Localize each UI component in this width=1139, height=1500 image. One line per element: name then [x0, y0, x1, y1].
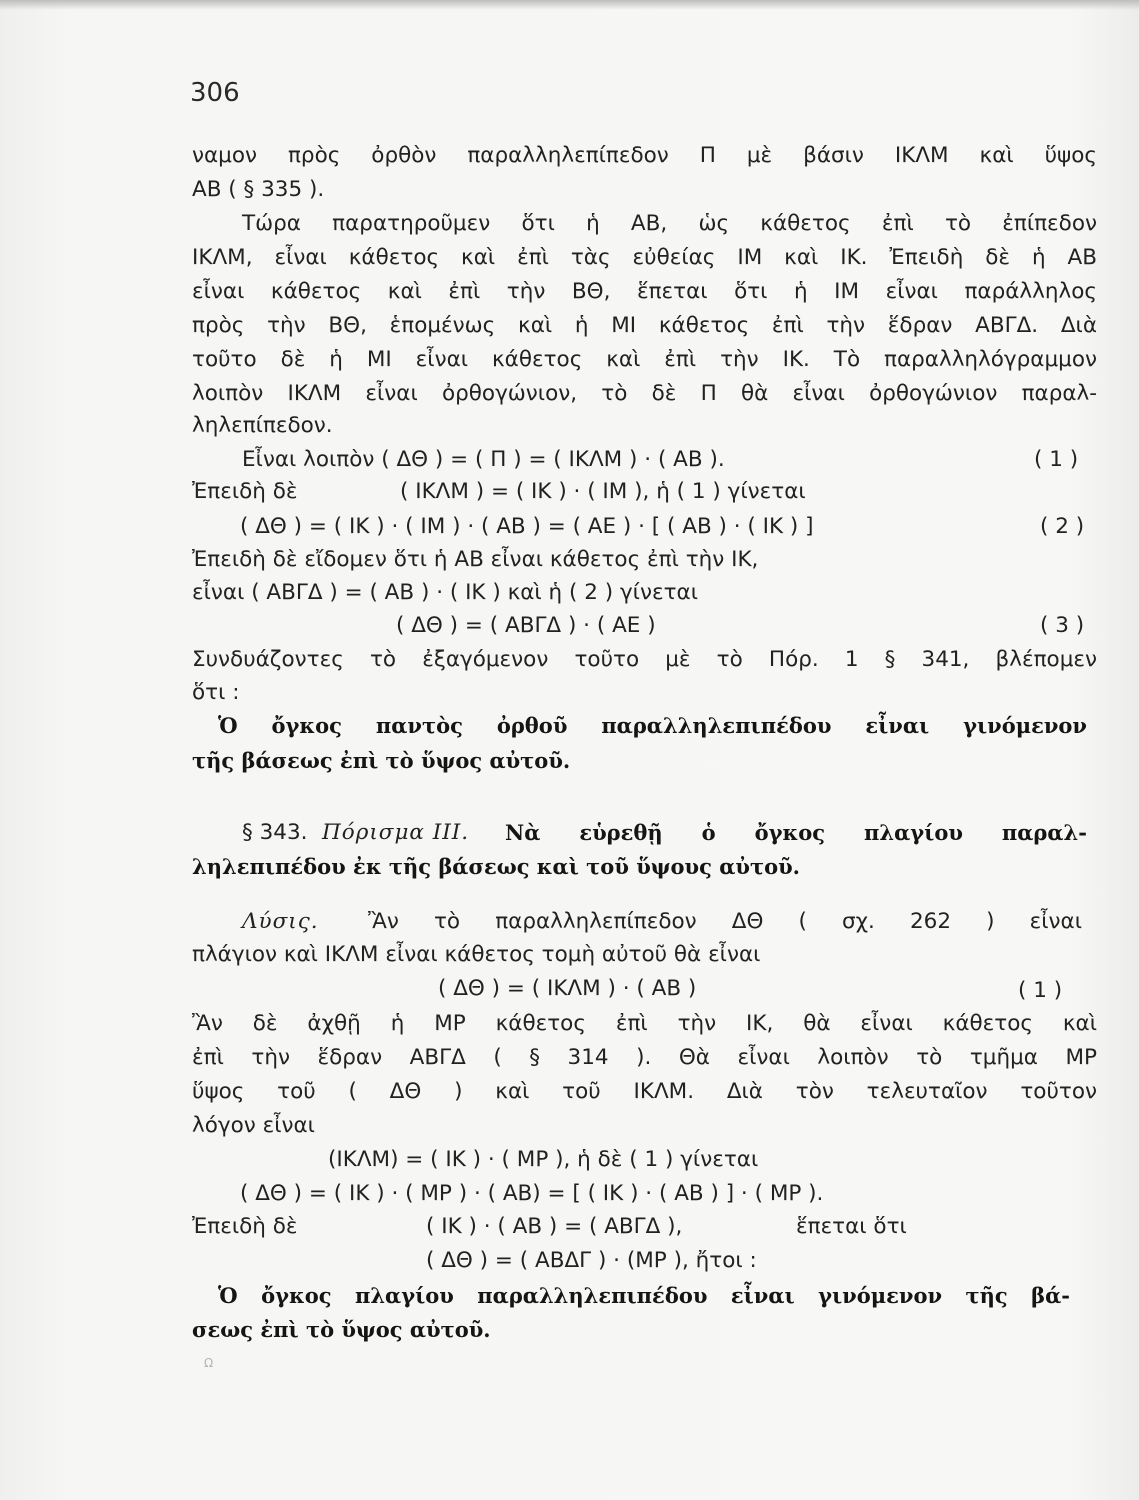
corollary-title: Νὰ εὑρεθῇ ὁ ὄγκος πλαγίου παραλ-: [505, 820, 1087, 845]
equation-line: (ΙΚΛΜ) = ( ΙΚ ) · ( ΜΡ ), ἡ δὲ ( 1 ) γίνεται: [328, 1147, 759, 1172]
equation-line: ( ΔΘ ) = ( ΙΚ ) · ( ΙΜ ) · ( ΑΒ ) = ( ΑΕ ) · [ ( ΑΒ ) · ( ΙΚ ) ]: [240, 514, 814, 539]
signature-mark: Ω: [204, 1356, 214, 1370]
text-line: Συνδυάζοντες τὸ ἐξαγόμενον τοῦτο μὲ τὸ Πόρ. 1 § 341, βλέπομεν: [192, 647, 1097, 672]
text-line: ἐπὶ τὴν ἕδραν ΑΒΓΔ ( § 314 ). Θὰ εἶναι λοιπὸν τὸ τμῆμα ΜΡ: [192, 1045, 1097, 1070]
text-line: ναμον πρὸς ὀρθὸν παραλληλεπίπεδον Π μὲ βάσιν ΙΚΛΜ καὶ ὕψος: [192, 143, 1097, 168]
text-line: πρὸς τὴν ΒΘ, ἑπομένως καὶ ἡ ΜΙ κάθετος ἐπὶ τὴν ἕδραν ΑΒΓΔ. Διὰ: [192, 313, 1097, 338]
text-line: εἶναι κάθετος καὶ ἐπὶ τὴν ΒΘ, ἕπεται ὅτι ἡ ΙΜ εἶναι παράλληλος: [192, 279, 1097, 304]
text-line: ἕπεται ὅτι: [796, 1214, 907, 1239]
equation-number: ( 3 ): [1040, 613, 1085, 638]
corollary-label: Πόρισμα ΙΙΙ.: [322, 820, 470, 845]
equation-line: Εἶναι λοιπὸν ( ΔΘ ) = ( Π ) = ( ΙΚΛΜ ) · ( ΑΒ ).: [242, 447, 725, 472]
equation-line: ( ΔΘ ) = ( ΙΚ ) · ( ΜΡ ) · ( ΑΒ) = [ ( ΙΚ ) · ( ΑΒ ) ] · ( ΜΡ ).: [240, 1181, 824, 1206]
equation-number: ( 2 ): [1040, 514, 1085, 539]
theorem-statement: Ὁ ὄγκος παντὸς ὀρθοῦ παραλληλεπιπέδου εἶναι γινόμενον: [218, 713, 1087, 738]
text-line: Ἂν τὸ παραλληλεπίπεδον ΔΘ ( σχ. 262 ) εἶναι: [368, 909, 1082, 934]
corollary-title: ληλεπιπέδου ἐκ τῆς βάσεως καὶ τοῦ ὕψους αὐτοῦ.: [192, 854, 800, 879]
text-line: ΑΒ ( § 335 ).: [192, 177, 325, 202]
text-line: τοῦτο δὲ ἡ ΜΙ εἶναι κάθετος καὶ ἐπὶ τὴν ΙΚ. Τὸ παραλληλόγραμμον: [192, 347, 1097, 372]
text-line: εἶναι ( ΑΒΓΔ ) = ( ΑΒ ) · ( ΙΚ ) καὶ ἡ ( 2 ) γίνεται: [192, 580, 698, 605]
theorem-statement: σεως ἐπὶ τὸ ὕψος αὐτοῦ.: [192, 1317, 491, 1342]
equation-line: ( ΙΚΛΜ ) = ( ΙΚ ) · ( ΙΜ ), ἡ ( 1 ) γίνεται: [400, 479, 806, 504]
text-line: πλάγιον καὶ ΙΚΛΜ εἶναι κάθετος τομὴ αὐτοῦ θὰ εἶναι: [192, 942, 761, 967]
equation-number: ( 1 ): [1034, 447, 1079, 472]
equation-line: ( ΙΚ ) · ( ΑΒ ) = ( ΑΒΓΔ ),: [426, 1214, 683, 1239]
text-line: λόγον εἶναι: [192, 1113, 315, 1138]
equation-line: ( ΔΘ ) = ( ΑΒΔΓ ) · (ΜΡ ), ἤτοι :: [426, 1248, 757, 1273]
theorem-statement: τῆς βάσεως ἐπὶ τὸ ὕψος αὐτοῦ.: [192, 748, 571, 773]
text-line: Τώρα παρατηροῦμεν ὅτι ἡ ΑΒ, ὡς κάθετος ἐπὶ τὸ ἐπίπεδον: [242, 211, 1097, 236]
text-line: Ἐπειδὴ δὲ: [192, 479, 298, 504]
page-number: 306: [190, 78, 240, 108]
solution-label: Λύσις.: [242, 909, 319, 934]
theorem-statement: Ὁ ὄγκος πλαγίου παραλληλεπιπέδου εἶναι γινόμενον τῆς βά-: [218, 1283, 1070, 1308]
text-line: Ἐπειδὴ δὲ εἴδομεν ὅτι ἡ ΑΒ εἶναι κάθετος ἐπὶ τὴν ΙΚ,: [192, 547, 759, 572]
text-line: λοιπὸν ΙΚΛΜ εἶναι ὀρθογώνιον, τὸ δὲ Π θὰ εἶναι ὀρθογώνιον παραλ-: [192, 381, 1097, 406]
text-line: ΙΚΛΜ, εἶναι κάθετος καὶ ἐπὶ τὰς εὐθείας ΙΜ καὶ ΙΚ. Ἐπειδὴ δὲ ἡ ΑΒ: [192, 245, 1097, 270]
equation-number: ( 1 ): [1018, 978, 1063, 1003]
text-line: ὕψος τοῦ ( ΔΘ ) καὶ τοῦ ΙΚΛΜ. Διὰ τὸν τελευταῖον τοῦτον: [192, 1079, 1097, 1104]
text-line: ὅτι :: [192, 680, 240, 705]
text-line: Ἐπειδὴ δὲ: [192, 1214, 298, 1239]
text-line: Ἂν δὲ ἀχθῇ ἡ ΜΡ κάθετος ἐπὶ τὴν ΙΚ, θὰ εἶναι κάθετος καὶ: [192, 1011, 1097, 1036]
page-top-edge: [0, 0, 1139, 10]
equation-line: ( ΔΘ ) = ( ΑΒΓΔ ) · ( ΑΕ ): [396, 613, 656, 638]
text-line: ληλεπίπεδον.: [192, 413, 333, 438]
equation-line: ( ΔΘ ) = ( ΙΚΛΜ ) · ( ΑΒ ): [438, 976, 697, 1001]
section-number: § 343.: [242, 820, 308, 845]
